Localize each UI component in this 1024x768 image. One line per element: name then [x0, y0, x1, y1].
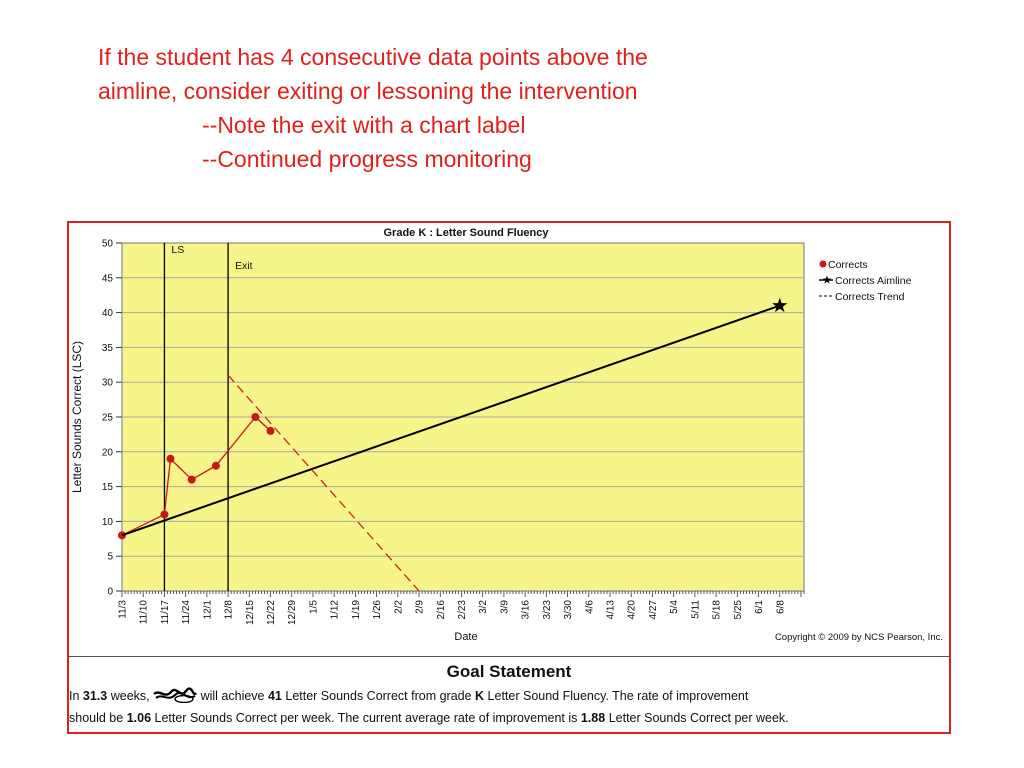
corrects-point — [251, 413, 259, 421]
corrects-point — [166, 455, 174, 463]
y-tick-label: 30 — [101, 377, 113, 389]
x-tick-label: 12/15 — [244, 600, 256, 626]
phase-line-label: LS — [171, 244, 185, 256]
y-tick-label: 10 — [101, 516, 113, 528]
goal-line-2 — [69, 711, 789, 725]
goal-grade: K — [475, 689, 485, 703]
legend-label: Corrects — [828, 259, 868, 271]
x-tick-label: 11/10 — [138, 600, 150, 625]
instruction-line-2: aimline, consider exiting or lessoning the intervention — [98, 78, 638, 104]
goal-current-rate: 1.88 — [580, 711, 606, 725]
instruction-line-4: --Continued progress monitoring — [202, 146, 532, 172]
goal-weeks: 31.3 — [82, 689, 108, 703]
x-tick-label: 2/16 — [435, 600, 447, 620]
corrects-point — [212, 462, 220, 470]
chart-legend — [819, 259, 912, 303]
goal-statement — [69, 656, 949, 733]
legend-label: Corrects Aimline — [835, 275, 912, 287]
x-tick-label: 6/1 — [754, 600, 766, 614]
goal-text: Letter Sounds Correct per week. — [605, 711, 789, 725]
x-tick-label: 12/8 — [223, 600, 235, 620]
x-tick-label: 1/19 — [350, 600, 362, 620]
corrects-point — [188, 476, 196, 484]
x-tick-label: 4/20 — [626, 600, 638, 620]
x-tick-label: 6/8 — [775, 600, 787, 614]
goal-text: will achieve — [197, 689, 268, 703]
x-tick-label: 1/5 — [308, 600, 320, 614]
y-tick-label: 20 — [101, 447, 113, 459]
x-tick-label: 5/11 — [690, 600, 702, 619]
x-tick-label: 5/25 — [732, 600, 744, 620]
y-tick-label: 45 — [101, 273, 113, 285]
x-tick-label: 3/16 — [520, 600, 532, 620]
x-tick-label: 1/26 — [372, 600, 384, 620]
goal-text: weeks, — [107, 689, 154, 703]
x-tick-label: 1/12 — [329, 600, 341, 620]
x-tick-label: 4/27 — [647, 600, 659, 620]
copyright-text: Copyright © 2009 by NCS Pearson, Inc. — [774, 632, 943, 643]
x-tick-label: 11/24 — [181, 600, 193, 625]
x-tick-label: 12/29 — [287, 600, 299, 626]
x-tick-label: 5/4 — [669, 600, 681, 614]
goal-line-1 — [69, 687, 748, 703]
x-tick-label: 11/17 — [159, 600, 171, 625]
goal-text: should be — [69, 711, 127, 725]
x-tick-label: 3/9 — [499, 600, 511, 614]
x-tick-label: 2/23 — [456, 600, 468, 620]
legend-star-marker — [823, 276, 832, 284]
goal-title: Goal Statement — [446, 662, 572, 681]
legend-label: Corrects Trend — [835, 291, 905, 303]
goal-target: 41 — [267, 689, 282, 703]
phase-line-label: Exit — [235, 260, 253, 272]
x-tick-label: 3/30 — [563, 600, 575, 620]
progress-chart — [69, 223, 949, 656]
y-tick-label: 50 — [101, 238, 113, 250]
x-tick-label: 11/3 — [117, 600, 129, 619]
x-tick-label: 12/1 — [202, 600, 214, 620]
x-tick-label: 4/13 — [605, 600, 617, 620]
goal-text: Letter Sound Fluency. The rate of improvement — [484, 689, 749, 703]
x-tick-label: 3/2 — [478, 600, 490, 614]
goal-text: Letter Sounds Correct from grade — [281, 689, 476, 703]
y-tick-label: 35 — [101, 342, 113, 354]
y-axis-label: Letter Sounds Correct (LSC) — [70, 340, 84, 494]
legend-corrects-marker — [820, 261, 827, 268]
chart-title: Grade K : Letter Sound Fluency — [383, 227, 549, 239]
y-tick-label: 0 — [107, 586, 113, 598]
redacted-name-scribble — [153, 687, 197, 703]
x-tick-label: 2/9 — [414, 600, 426, 614]
x-tick-label: 3/23 — [541, 600, 553, 620]
corrects-point — [267, 427, 275, 435]
instruction-line-1: If the student has 4 consecutive data points above the — [98, 44, 648, 70]
instruction-line-3: --Note the exit with a chart label — [202, 112, 526, 138]
goal-text: Letter Sounds Correct per week. The current average rate of improvement is — [151, 711, 581, 725]
corrects-point — [160, 510, 168, 518]
y-tick-label: 40 — [101, 308, 113, 320]
x-tick-label: 5/18 — [711, 600, 723, 620]
y-tick-label: 5 — [107, 551, 113, 563]
x-tick-label: 2/2 — [393, 600, 405, 614]
x-axis-label: Date — [454, 631, 478, 643]
y-tick-label: 15 — [101, 482, 113, 494]
goal-rate: 1.06 — [126, 711, 152, 725]
chart-frame — [67, 221, 951, 734]
x-tick-label: 4/6 — [584, 600, 596, 614]
y-tick-label: 25 — [101, 412, 113, 424]
x-tick-label: 12/22 — [266, 600, 278, 626]
goal-text: In — [69, 689, 83, 703]
